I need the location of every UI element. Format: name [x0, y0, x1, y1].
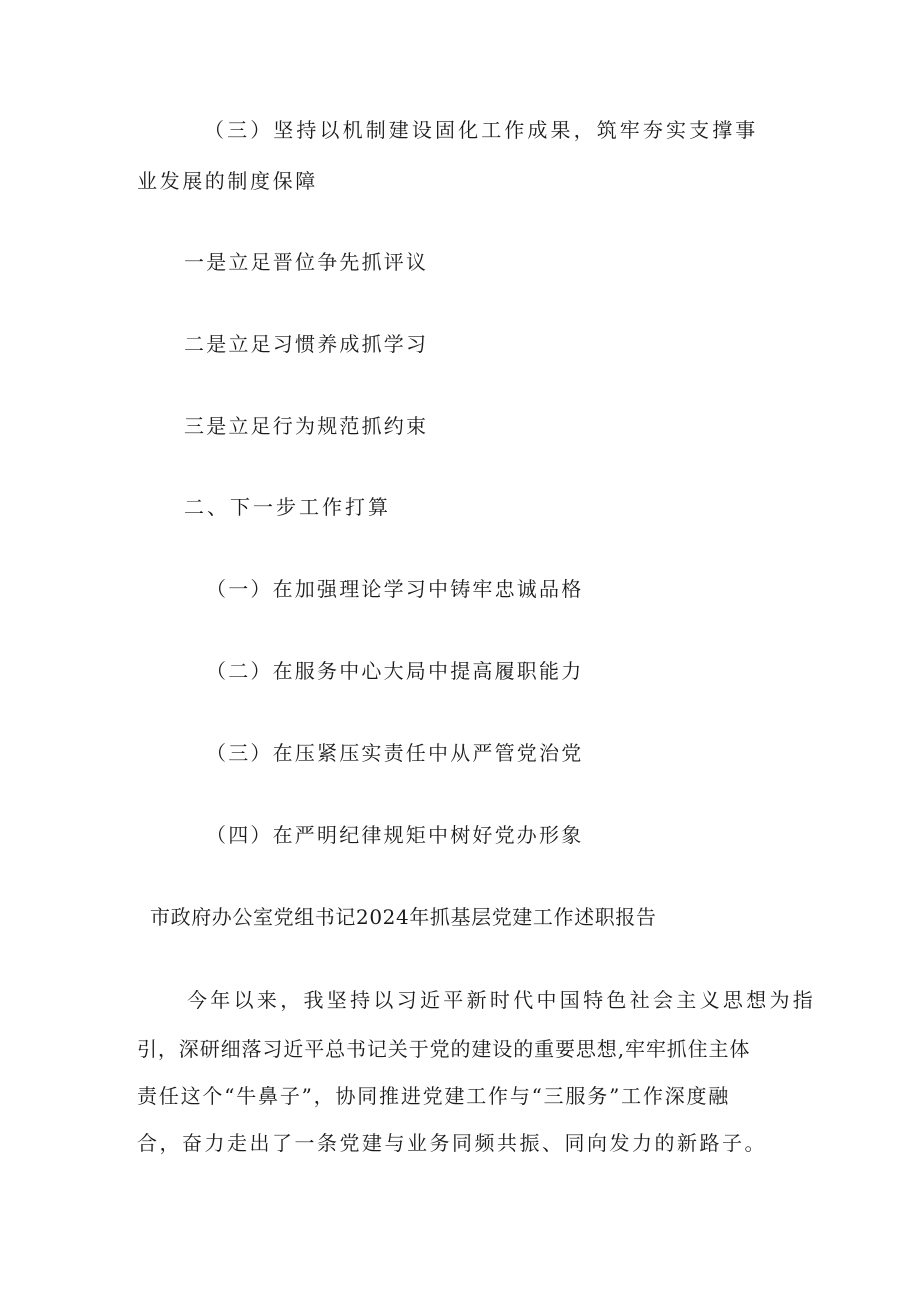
- section-heading-line-2: 业发展的制度保障: [137, 169, 318, 193]
- intro-paragraph-line-1: 今年以来，我坚持以习近平新时代中国特色社会主义思想为指: [187, 988, 817, 1012]
- report-title: 市政府办公室党组书记2024年抓基层党建工作述职报告: [150, 905, 657, 929]
- plan-item: （四）在严明纪律规矩中树好党办形象: [206, 823, 584, 847]
- list-item: 一是立足晋位争先抓评议: [184, 250, 429, 274]
- plan-item: （二）在服务中心大局中提高履职能力: [206, 659, 584, 683]
- intro-paragraph-line-3: 责任这个“牛鼻子”，协同推进党建工作与“三服务”工作深度融: [137, 1084, 731, 1108]
- plan-item: （一）在加强理论学习中铸牢忠诚品格: [206, 577, 584, 601]
- next-steps-heading: 二、下一步工作打算: [184, 495, 391, 519]
- list-item: 三是立足行为规范抓约束: [184, 414, 429, 438]
- section-heading-line-1: （三）坚持以机制建设固化工作成果，筑牢夯实支撑事: [204, 118, 759, 142]
- list-item: 二是立足习惯养成抓学习: [184, 332, 429, 356]
- intro-paragraph-line-4: 合，奋力走出了一条党建与业务同频共振、同向发力的新路子。: [137, 1131, 767, 1155]
- plan-item: （三）在压紧压实责任中从严管党治党: [206, 741, 584, 765]
- intro-paragraph-line-2: 引，深研细落习近平总书记关于党的建设的重要思想,牢牢抓住主体: [137, 1037, 751, 1061]
